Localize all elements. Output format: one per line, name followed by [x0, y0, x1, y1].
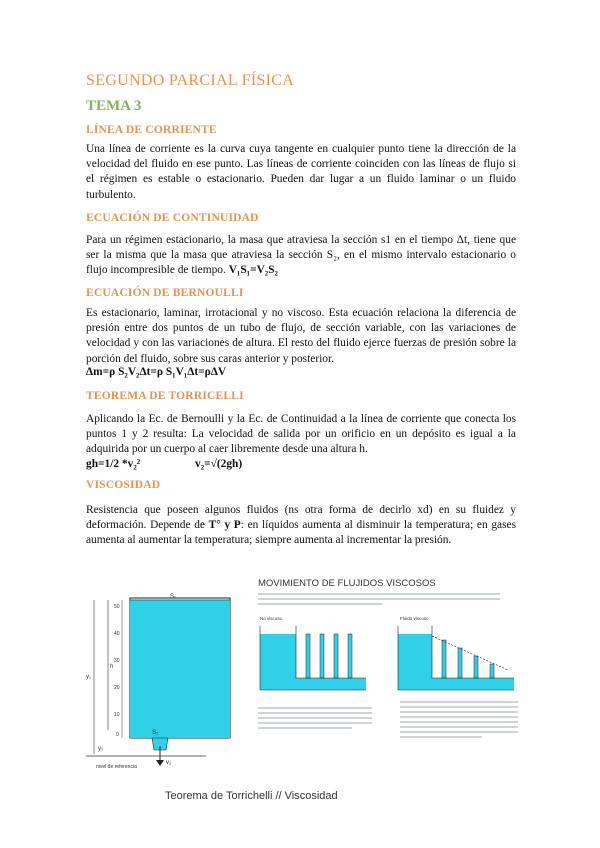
heading-bernoulli: ECUACIÓN DE BERNOULLI — [86, 287, 244, 299]
heading-continuidad: ECUACIÓN DE CONTINUIDAD — [86, 212, 259, 224]
paragraph-continuidad — [86, 233, 516, 279]
label-h: h — [110, 664, 114, 670]
figure-caption: Teorema de Torrichelli // Viscosidad — [165, 790, 338, 802]
non-viscous-panel — [260, 616, 366, 690]
label-y1: y₁ — [86, 674, 92, 680]
tick-30: 30 — [114, 658, 120, 664]
blurred-description — [258, 594, 500, 604]
tick-0: 0 — [116, 732, 119, 738]
reservoir-right — [398, 634, 432, 690]
paragraph-bernoulli: Es estacionario, laminar, irrotacional y no viscoso. Esta ecuación relaciona la diferencia de presión entre dos puntos de un tubo de flujo, de sección variable, con las variaciones de velocidad y con las variaciones de altura. El resto del fluido ejerce fuerzas de presión sobre la porción del fluido, sobre sus caras anterior y posterior. — [86, 307, 516, 365]
pipe-left — [296, 678, 366, 690]
label-viscous: Fluido viscoso — [400, 616, 429, 621]
label-s1: S₁ — [170, 594, 177, 600]
torricelli-formula-1: gh=1/2 *v₂² — [86, 458, 141, 470]
torricelli-diagram — [86, 578, 246, 788]
pipe-right — [432, 678, 514, 690]
heading-linea-corriente: LÍNEA DE CORRIENTE — [86, 124, 217, 136]
continuidad-text: Para un régimen estacionario, la masa que atraviesa la sección s1 en el tiempo Δt, tiene que ser la misma que la masa que atraviesa la sección S₂, en el mismo intervalo estacionario o flujo incompresible de tiempo. — [86, 234, 516, 277]
viscosity-figure-title: MOVIMIENTO DE FLUJIDOS VISCOSOS — [258, 578, 436, 589]
velocity-arrowhead — [156, 760, 164, 766]
paragraph-torricelli: Aplicando la Ec. de Bernoulli y la Ec. de Continuidad a la línea de corriente que conecta los puntos 1 y 2 resulta: La velocidad de salida por un orificio en un depósito es igual a la adquirida por un cuerpo al caer libremente desde una altura h. — [86, 413, 516, 456]
tick-10: 10 — [114, 712, 120, 718]
paragraph-viscosidad — [86, 503, 516, 549]
label-s2: S₂ — [152, 730, 159, 736]
tick-40: 40 — [114, 631, 120, 637]
viscosidad-text-a: Resistencia que poseen algunos fluidos (ns otra forma de decirlo xd) en su fluidez y deformación. Depende de — [86, 504, 516, 532]
torricelli-formula-2: v₂=√(2gh) — [195, 458, 243, 470]
tema-heading: TEMA 3 — [86, 98, 142, 114]
viscous-panel — [398, 616, 514, 690]
label-reference-level: nivel de referencia — [96, 764, 137, 770]
heading-torricelli: TEOREMA DE TORRICELLI — [86, 390, 244, 402]
heading-viscosidad: VISCOSIDAD — [86, 479, 161, 491]
tick-50: 50 — [114, 604, 120, 610]
tick-20: 20 — [114, 685, 120, 691]
reservoir-left — [260, 634, 296, 690]
page-title: SEGUNDO PARCIAL FÍSICA — [86, 72, 295, 89]
viscosidad-text-c: : en líquidos aumenta al disminuir la temperatura; en gases aumenta al aumentar la temperatura; siempre aumenta al incrementar la presión. — [86, 519, 516, 547]
viscosidad-bold: T° y P — [208, 519, 241, 532]
bernoulli-formula: Δm=ρ S₂V₂Δt=ρ S₁V₁Δt=ρΔV — [86, 366, 227, 378]
tank-water — [130, 600, 230, 738]
tubes-left — [306, 634, 352, 678]
viscosity-diagram — [252, 574, 524, 774]
label-non-viscous: No viscoso — [260, 616, 283, 621]
label-v2: v₂ — [166, 760, 172, 766]
blurred-captions — [258, 702, 518, 737]
tubes-right — [442, 640, 494, 678]
paragraph-linea-corriente: Una línea de corriente es la curva cuya tangente en cualquier punto tiene la dirección de la velocidad del fluido en ese punto. Las líneas de corriente coinciden con las líneas de flujo si el régimen es estable o estacionario. Pueden dar lugar a un fluido laminar o un fluido turbulento. — [86, 143, 516, 201]
label-y2: y₂ — [98, 746, 104, 752]
continuidad-formula: V₁S₁=V₂S₂ — [228, 264, 278, 277]
scale-ticks — [114, 604, 120, 738]
